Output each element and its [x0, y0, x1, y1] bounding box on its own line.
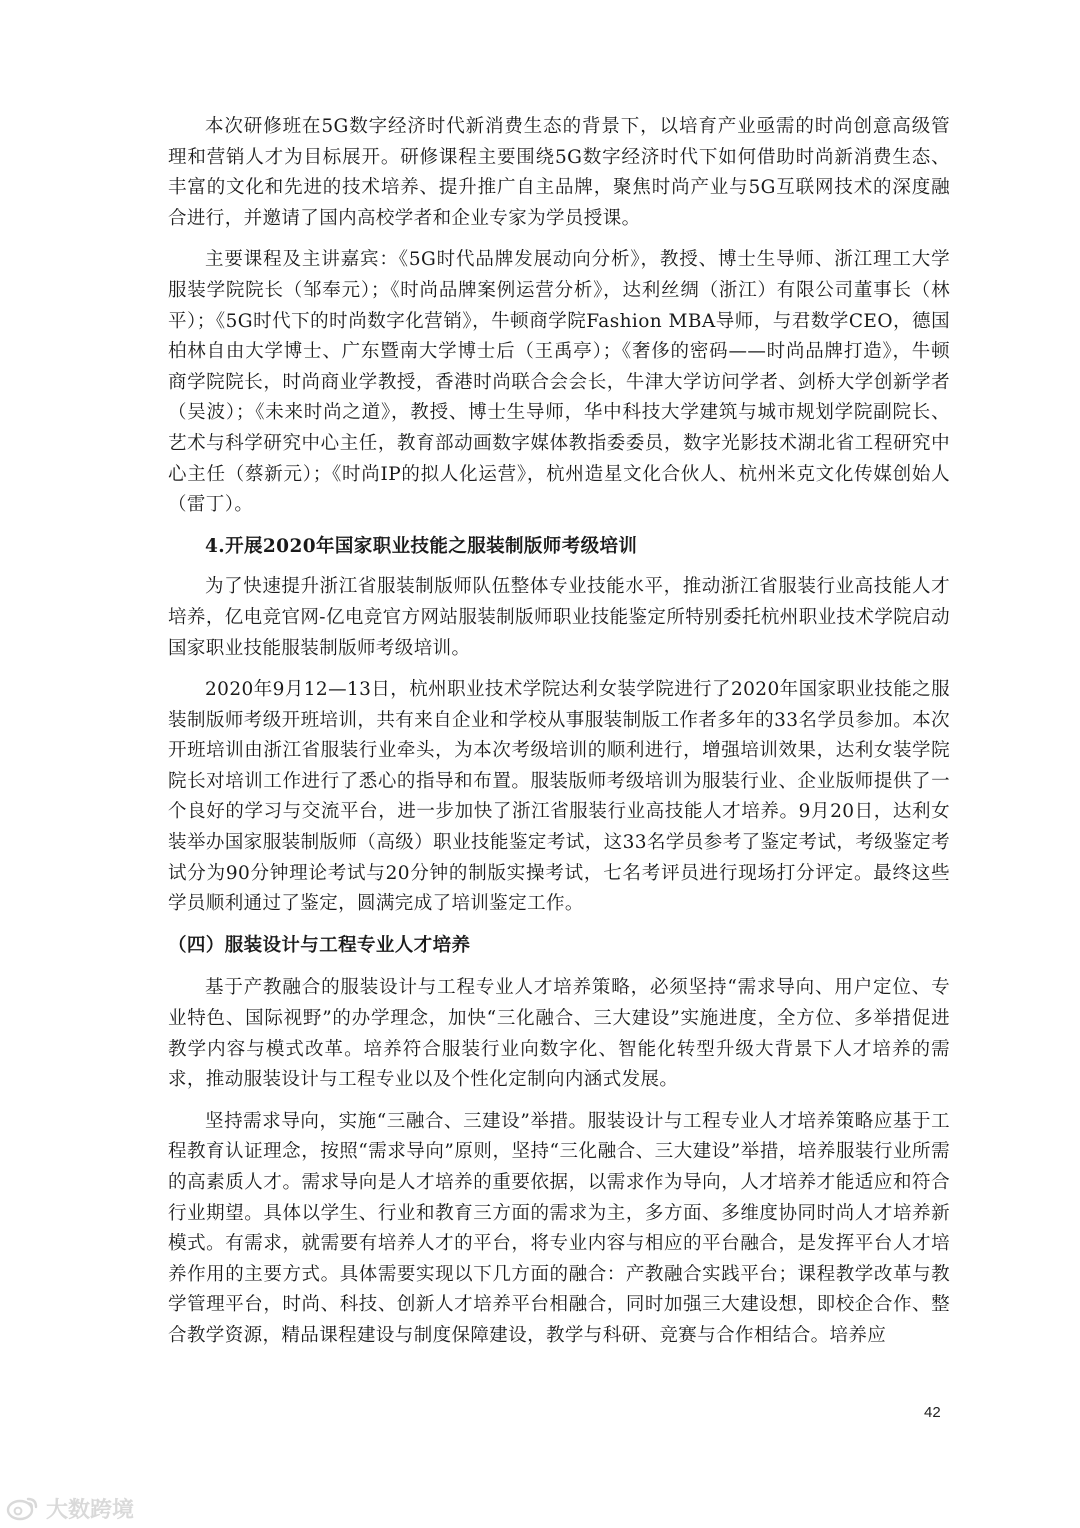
paragraph-training-purpose: 为了快速提升浙江省服装制版师队伍整体专业技能水平，推动浙江省服装行业高技能人才培养，亿电竞官网-亿电竞官方网站服装制版师职业技能鉴定所特别委托杭州职业技术学院启动国家职业技能服装制版师考级培训。: [168, 576, 950, 659]
weibo-logo-icon: [6, 1495, 40, 1521]
watermark: [6, 1494, 134, 1522]
paragraph-training-details: 2020年9月12—13日，杭州职业技术学院达利女装学院进行了2020年国家职业技能之服装制版师考级开班培训，共有来自企业和学校从事服装制版工作者多年的33名学员参加。本次开班培训由浙江省服装行业牵头，为本次考级培训的顺利进行，增强培训效果，达利女装学院院长对培训工作进行了悉心的指导和布置。服装版师考级培训为服装行业、企业版师提供了一个良好的学习与交流平台，进一步加快了浙江省服装行业高技能人才培养。9月20日，达利女装举办国家服装制版师（高级）职业技能鉴定考试，这33名学员参考了鉴定考试，考级鉴定考试分为90分钟理论考试与20分钟的制版实操考试，七名考评员进行现场打分评定。最终这些学员顺利通过了鉴定，圆满完成了培训鉴定工作。: [168, 679, 950, 915]
paragraph-demand-orientation: 坚持需求导向，实施“三融合、三建设”举措。服装设计与工程专业人才培养策略应基于工程教育认证理念，按照“需求导向”原则，坚持“三化融合、三大建设”举措，培养服装行业所需的高素质人才。需求导向是人才培养的重要依据，以需求作为导向，人才培养才能适应和符合行业期望。具体以学生、行业和教育三方面的需求为主，多方面、多维度协同时尚人才培养新模式。有需求，就需要有培养人才的平台，将专业内容与相应的平台融合，是发挥平台人才培养作用的主要方式。具体需要实现以下几方面的融合：产教融合实践平台；课程教学改革与教学管理平台，时尚、科技、创新人才培养平台相融合，同时加强三大建设想，即校企合作、整合教学资源，精品课程建设与制度保障建设，教学与科研、竞赛与合作相结合。培养应: [168, 1110, 950, 1346]
paragraph-training-course-intro: 本次研修班在5G数字经济时代新消费生态的背景下，以培育产业亟需的时尚创意高级管理和营销人才为目标展开。研修课程主要围绕5G数字经济时代下如何借助时尚新消费生态、丰富的文化和先进的技术培养、提升推广自主品牌，聚焦时尚产业与5G互联网技术的深度融合进行，并邀请了国内高校学者和企业专家为学员授课。: [168, 116, 950, 229]
page-number: 42: [924, 1404, 941, 1421]
paragraph-courses-and-speakers: 主要课程及主讲嘉宾：《5G时代品牌发展动向分析》，教授、博士生导师、浙江理工大学服装学院院长（邹奉元）；《时尚品牌案例运营分析》，达利丝绸（浙江）有限公司董事长（林平）；《5G时代下的时尚数字化营销》，牛顿商学院Fashion MBA导师，与君数学CEO，德国柏林自由大学博士、广东暨南大学博士后（王禹亭）；《奢侈的密码——时尚品牌打造》，牛顿商学院院长，时尚商业学教授，香港时尚联合会会长，牛津大学访问学者、剑桥大学创新学者（吴波）；《未来时尚之道》，教授、博士生导师，华中科技大学建筑与城市规划学院副院长、艺术与科学研究中心主任，教育部动画数字媒体教指委委员，数字光影技术湖北省工程研究中心主任（蔡新元）；《时尚IP的拟人化运营》，杭州造星文化合伙人、杭州米克文化传媒创始人（雷丁）。: [168, 249, 950, 516]
section-heading-talent-cultivation: （四）服装设计与工程专业人才培养: [168, 934, 471, 956]
paragraph-cultivation-strategy: 基于产教融合的服装设计与工程专业人才培养策略，必须坚持“需求导向、用户定位、专业特色、国际视野”的办学理念，加快“三化融合、三大建设”实施进度，全方位、多举措促进教学内容与模式改革。培养符合服装行业向数字化、智能化转型升级大背景下人才培养的需求，推动服装设计与工程专业以及个性化定制向内涵式发展。: [168, 977, 950, 1091]
document-body: [168, 112, 950, 1363]
subheading-pattern-maker-training: 4.开展2020年国家职业技能之服装制版师考级培训: [205, 535, 638, 557]
watermark-text: 大数跨境: [46, 1497, 135, 1523]
